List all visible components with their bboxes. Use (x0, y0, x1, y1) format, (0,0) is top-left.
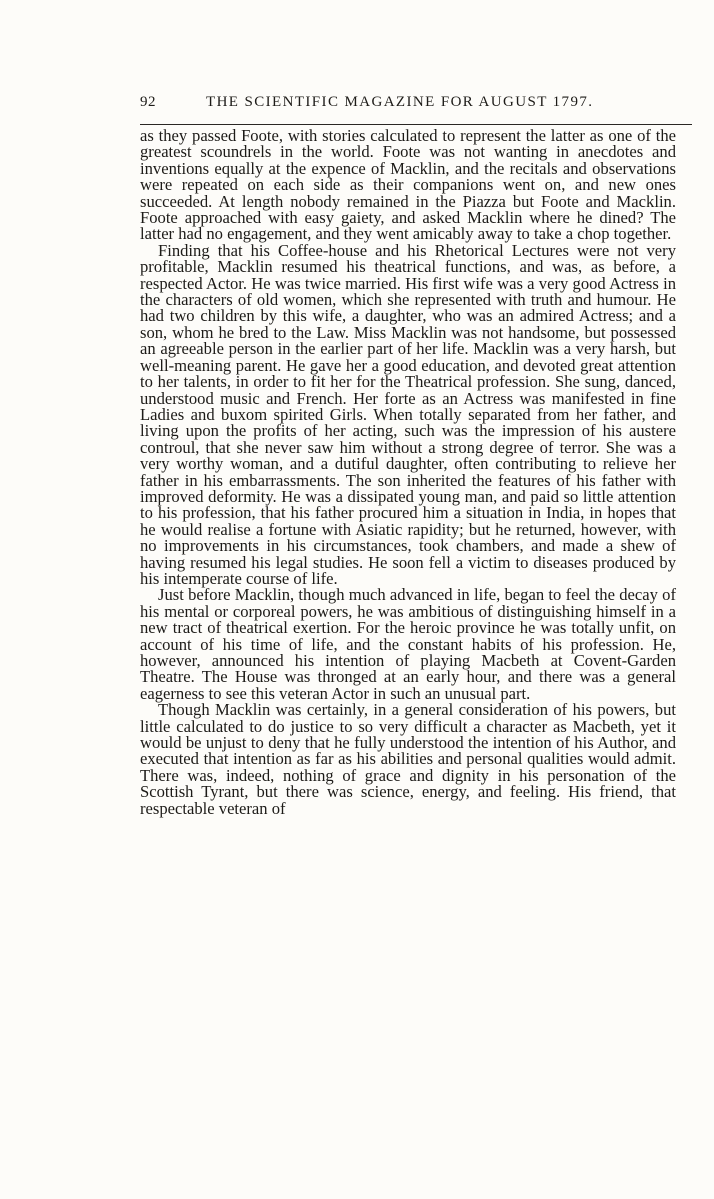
page-header (140, 92, 692, 118)
article-body (140, 128, 676, 817)
page-number: 92 (140, 94, 156, 110)
header-rule (140, 124, 692, 125)
paragraph-2: Finding that his Coffee-house and his Rhetorical Lectures were not very profitable, Macklin resumed his theatrical functions, and was, as before, a respected Actor. He was twice married. His first wife was a very good Actress in the characters of old women, which she represented with truth and humour. He had two children by this wife, a daughter, who was an admired Actress; and a son, whom he bred to the Law. Miss Macklin was not handsome, but possessed an agreeable person in the earlier part of her life. Macklin was a very harsh, but well-meaning parent. He gave her a good education, and devoted great attention to her talents, in order to fit her for the Theatrical profession. She sung, danced, understood music and French. Her forte as an Actress was manifested in fine Ladies and buxom spirited Girls. When totally separated from her father, and living upon the profits of her acting, such was the impression of his austere controul, that she never saw him without a strong degree of terror. She was a very worthy woman, and a dutiful daughter, often contributing to relieve her father in his embarrassments. The son inherited the features of his father with improved deformity. He was a dissipated young man, and paid so little attention to his profession, that his father procured him a situation in India, in hopes that he would realise a fortune with Asiatic rapidity; but he returned, however, with no improvements in his circumstances, took chambers, and made a shew of having resumed his legal studies. He soon fell a victim to diseases produced by his intemperate course of life. (140, 240, 676, 588)
paragraph-4: Though Macklin was certainly, in a general consideration of his powers, but little calculated to do justice to so very difficult a character as Macbeth, yet it would be unjust to deny that he fully understood the intention of his Author, and executed that intention as far as his abilities and personal qualities would admit. There was, indeed, nothing of grace and dignity in his personation of the Scottish Tyrant, but there was science, energy, and feeling. His friend, that respectable veteran of (140, 700, 676, 818)
paragraph-1: as they passed Foote, with stories calculated to represent the latter as one of the greatest scoundrels in the world. Foote was not wanting in anecdotes and inventions equally at the expence of Macklin, and the recitals and observations were repeated on each side as their companions went on, and new ones succeeded. At length nobody remained in the Piazza but Foote and Macklin. Foote approached with easy gaiety, and asked Macklin where he dined? The latter had no engagement, and they went amicably away to take a chop together. (140, 126, 676, 244)
running-head: THE SCIENTIFIC MAGAZINE FOR AUGUST 1797. (206, 94, 594, 110)
paragraph-3: Just before Macklin, though much advanced in life, began to feel the decay of his mental or corporeal powers, he was ambitious of distinguishing himself in a new tract of theatrical exertion. For the heroic province he was totally unfit, on account of his time of life, and the constant habits of his profession. He, however, announced his intention of playing Macbeth at Covent-Garden Theatre. The House was thronged at an early hour, and there was a general eagerness to see this veteran Actor in such an unusual part. (140, 585, 676, 703)
